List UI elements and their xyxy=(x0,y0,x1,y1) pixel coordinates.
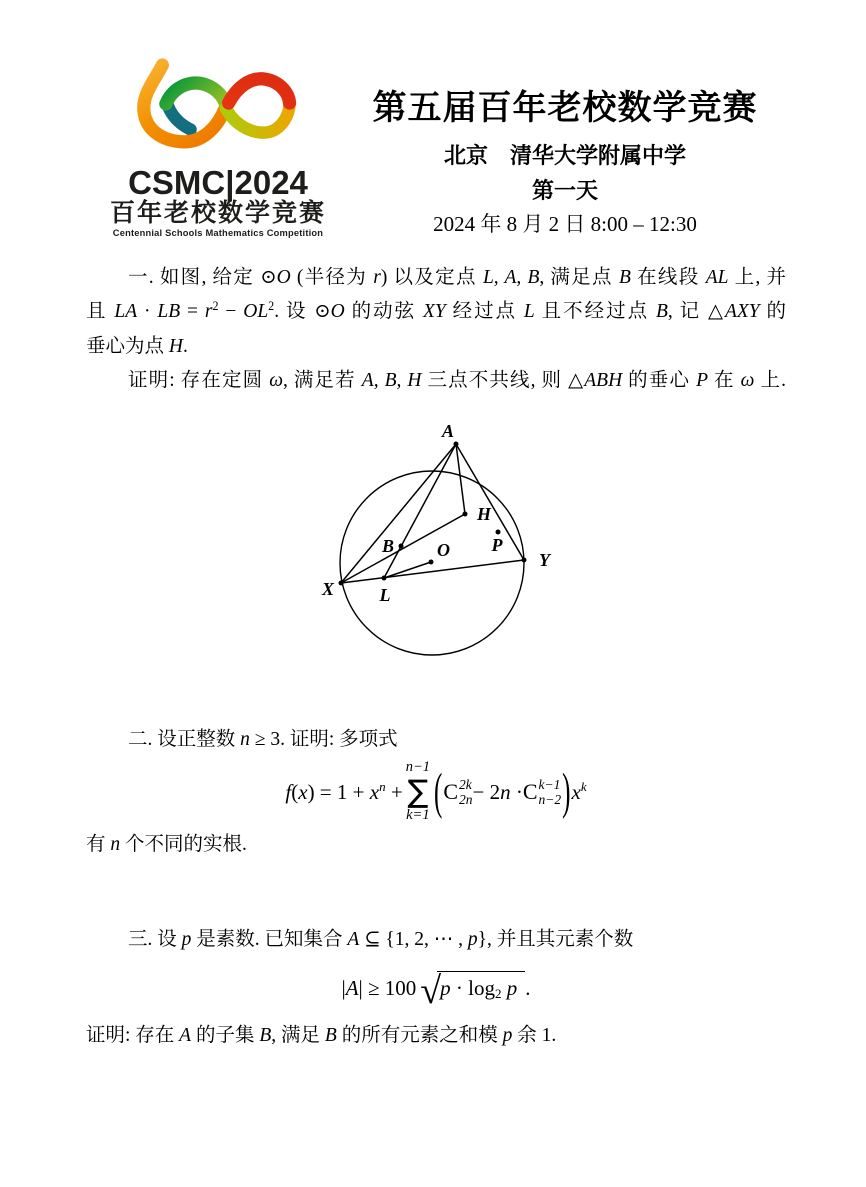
problem-3-tail-line: 证明: 存在 A 的子集 B, 满足 B 的所有元素之和模 p 余 1. xyxy=(86,1025,557,1046)
venue-line: 北京 清华大学附属中学 xyxy=(443,142,686,168)
summation xyxy=(406,760,430,824)
problem-1-line-4: 证明: 存在定圆 ω, 满足若 A, B, H 三点不共线, 则 △ABH 的垂心 P 在 ω 上. xyxy=(128,370,786,391)
radicand: p · log2 p xyxy=(437,971,525,1001)
label-O: O xyxy=(437,540,450,560)
geometry-diagram xyxy=(308,415,578,677)
point-A xyxy=(454,442,459,447)
day-line: 第一天 xyxy=(531,177,598,203)
sum-upper-limit: n−1 xyxy=(405,758,430,775)
problem-2-tail xyxy=(86,828,786,862)
formula2-xk: $x^k$ xyxy=(571,779,587,804)
problem-1 xyxy=(86,261,786,398)
formula3-period: . xyxy=(525,975,531,1000)
problem-3-tail xyxy=(86,1019,786,1053)
label-A: A xyxy=(441,421,455,441)
problem-3-line-1: 三. 设 p 是素数. 已知集合 A ⊆ {1, 2, ⋯ , p}, 并且其元素个数 xyxy=(128,929,634,950)
binomial-2-sub: n−2 xyxy=(538,792,562,807)
formula2-lhs: $f(x) = 1 + x^n$ + xyxy=(285,779,403,804)
binomial-2-sup: k−1 xyxy=(538,776,561,792)
formula2-middle: − 2n · xyxy=(472,779,523,804)
label-X: X xyxy=(321,579,335,599)
point-O xyxy=(429,560,434,565)
segment-AY xyxy=(456,444,524,560)
left-paren: ( xyxy=(433,764,443,820)
label-H: H xyxy=(477,504,492,524)
binomial-1-sub: 2n xyxy=(459,792,473,807)
point-P xyxy=(496,530,501,535)
point-Y xyxy=(522,558,527,563)
problem-1-line-2: 且 LA · LB = $r^2 - OL^2$. 设 ⊙O 的动弦 XY 经过点 L 且不经过点 B, 记 △AXY 的 xyxy=(86,299,786,322)
label-B: B xyxy=(381,536,394,556)
label-P: P xyxy=(491,535,503,555)
segment-AX xyxy=(341,444,456,583)
binomial-1-scripts xyxy=(459,777,473,807)
datetime-line: 2024 年 8 月 2 日 8:00 – 12:30 xyxy=(433,211,697,236)
infinity-ribbon-icon xyxy=(125,58,311,164)
problem-3-intro xyxy=(86,923,786,957)
formula3-lhs: |A| ≥ 100 xyxy=(341,975,417,1000)
problem-3-formula xyxy=(86,960,786,1016)
binomial-1 xyxy=(443,777,472,807)
point-X xyxy=(339,581,344,586)
problem-1-line-1: 一. 如图, 给定 ⊙O (半径为 r) 以及定点 L, A, B, 满足点 B 在线段 AL 上, 并 xyxy=(128,267,786,288)
binomial-2-scripts xyxy=(539,777,562,807)
sigma-icon: ∑ xyxy=(407,773,429,810)
problem-2-tail-line: 有 n 个不同的实根. xyxy=(86,834,247,855)
label-Y: Y xyxy=(539,550,550,570)
binomial-2-base: C xyxy=(522,779,538,804)
point-L xyxy=(382,576,387,581)
problem-2-line-1: 二. 设正整数 n ≥ 3. 证明: 多项式 xyxy=(128,729,398,750)
logo-chinese-name: 百年老校数学竞赛 xyxy=(109,199,326,227)
csmc-logo xyxy=(98,58,338,239)
binomial-1-sup: 2k xyxy=(459,776,472,792)
header xyxy=(335,88,795,235)
logo-english-name: Centennial Schools Mathematics Competition xyxy=(112,227,324,238)
binomial-1-base: C xyxy=(443,779,458,804)
label-L: L xyxy=(379,585,391,605)
radical xyxy=(420,969,525,1012)
page-title: 第五届百年老校数学竞赛 xyxy=(372,89,758,127)
problem-2-formula xyxy=(86,748,786,836)
point-H xyxy=(463,512,468,517)
sum-lower-limit: k=1 xyxy=(406,807,430,824)
right-paren: ) xyxy=(562,764,571,820)
logo-wordmark: CSMC|2024 xyxy=(128,163,308,202)
segment-AH xyxy=(456,444,465,514)
point-B xyxy=(399,544,404,549)
binomial-2 xyxy=(523,777,561,807)
sqrt-icon: √ xyxy=(420,969,442,1012)
problem-1-line-3: 垂心为点 H. xyxy=(86,336,188,357)
